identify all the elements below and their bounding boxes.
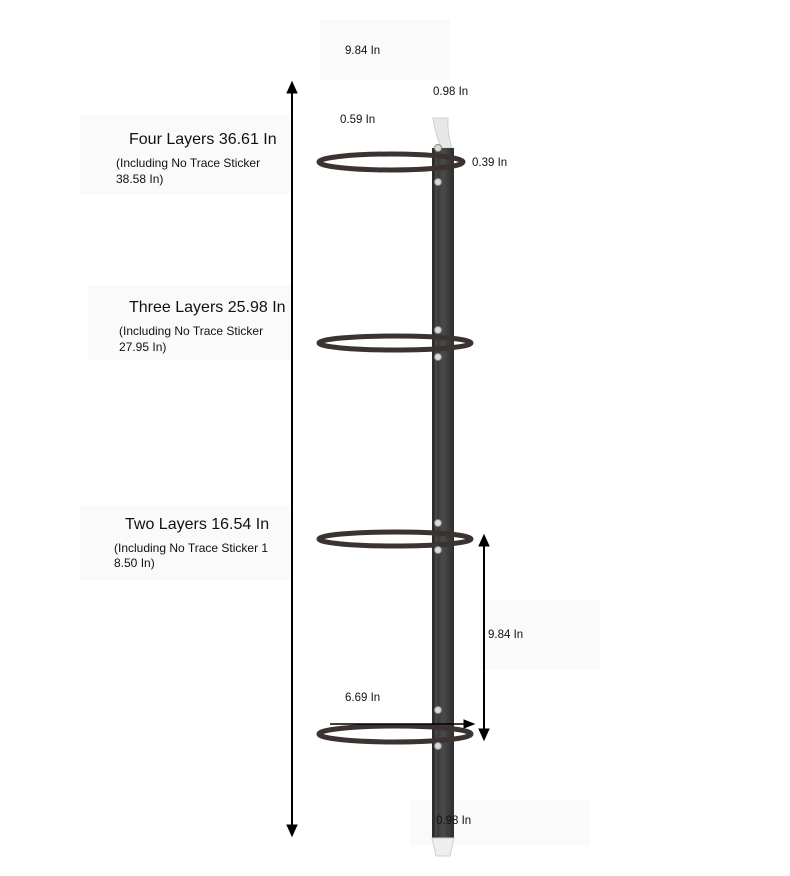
two-layers-note-line2: 8.50 In) (114, 556, 155, 570)
ring-width-label: 9.84 In (345, 45, 381, 57)
total-height-arrow (287, 82, 297, 836)
four-layers-title: Four Layers 36.61 In (129, 131, 277, 148)
two-layers-title: Two Layers 16.54 In (125, 516, 270, 533)
four-layers-note-line1: (Including No Trace Sticker (116, 156, 261, 170)
ring-rod-label: 0.59 In (340, 114, 376, 126)
ring-thickness-label: 0.39 In (472, 157, 508, 169)
ring-spacing-label: 9.84 In (488, 629, 524, 641)
four-layers-note-line2: 38.58 In) (116, 172, 164, 186)
rail-width-top-label: 0.98 In (433, 86, 469, 98)
three-layers-title: Three Layers 25.98 In (129, 299, 286, 316)
three-layers-note-line2: 27.95 In) (119, 340, 167, 354)
rail-width-bottom-label: 0.98 In (436, 815, 472, 827)
two-layers-note-line1: (Including No Trace Sticker 1 (114, 541, 269, 555)
three-layers-note-line1: (Including No Trace Sticker (119, 324, 264, 338)
ring-depth-label: 6.69 In (345, 692, 381, 704)
